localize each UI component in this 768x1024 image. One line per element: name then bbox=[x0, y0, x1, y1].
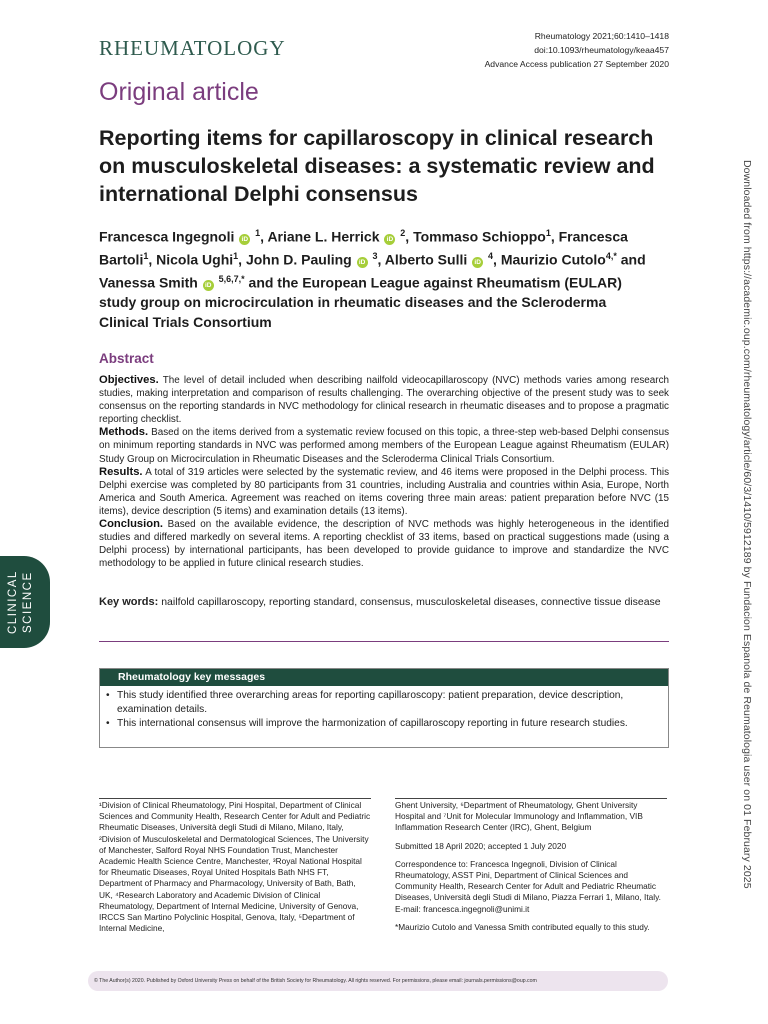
author-affiliation-sup: 4 bbox=[488, 251, 494, 262]
key-messages-box bbox=[99, 668, 669, 748]
orcid-icon[interactable]: iD bbox=[239, 234, 250, 245]
author-affiliation-sup: 1 bbox=[545, 228, 551, 238]
abstract-conclusion: Conclusion. Based on the available evidence, the description of NVC methods was highly heterogeneous in the identified studies and differed markedly on several items. A reporting checklist of 33 items, based on practical suggestions made (using a Delphi process) by international participants, has been developed to provide guidance to improve and standardize the NVC methodology to be applied in future clinical research studies. bbox=[99, 518, 669, 570]
key-messages-heading: Rheumatology key messages bbox=[100, 669, 668, 686]
orcid-icon[interactable]: iD bbox=[357, 257, 368, 268]
section-divider bbox=[99, 641, 669, 642]
author-affiliation-sup: 1 bbox=[143, 251, 149, 262]
orcid-icon[interactable]: iD bbox=[384, 234, 395, 245]
correspondence: Correspondence to: Francesca Ingegnoli, Division of Clinical Rheumatology, ASST Pini, Department of Clinical Sciences and Community Health, Research Center for Adult and Pediatric Rheumatic Diseases, Università degli Studi di Milano, Piazza Ferrari 1, Milano, Italy. E-mail: francesca.ingegnoli@unimi.it bbox=[395, 858, 661, 914]
author-name: John D. Pauling bbox=[245, 251, 352, 268]
download-watermark: Downloaded from https://academic.oup.com/rheumatology/article/60/3/1410/5912189 by Fundacion Espanola de Reumatologia user on 01 February 2025 bbox=[741, 160, 753, 889]
abstract-body bbox=[99, 374, 669, 570]
affiliations-rule-right bbox=[395, 798, 667, 799]
tab-line-science: SCIENCE bbox=[22, 571, 34, 633]
citation-line: Rheumatology 2021;60:1410–1418 bbox=[534, 31, 669, 41]
affiliations-right bbox=[395, 800, 667, 940]
author-name: Tommaso Schioppo bbox=[413, 228, 546, 245]
orcid-icon[interactable]: iD bbox=[472, 257, 483, 268]
journal-name: RHEUMATOLOGY bbox=[99, 36, 286, 60]
publication-date-line: Advance Access publication 27 September 2020 bbox=[484, 59, 669, 69]
author-name: Vanessa Smith bbox=[99, 274, 198, 291]
citation-info bbox=[485, 29, 669, 71]
article-type: Original article bbox=[99, 78, 259, 106]
author-affiliation-sup: 2 bbox=[400, 228, 406, 238]
key-message-item: • This international consensus will improve the harmonization of capillaroscopy reporting in future research studies. bbox=[106, 717, 662, 731]
author-name: Francesca Bartoli bbox=[99, 228, 628, 268]
keywords-label: Key words: bbox=[99, 596, 159, 608]
article-title: Reporting items for capillaroscopy in clinical research on musculoskeletal diseases: a systematic review and international Delphi consensus bbox=[99, 126, 655, 206]
abstract-objectives: Objectives. The level of detail included when describing nailfold videocapillaroscopy (NVC) methods varies among research studies, making interpretation and comparison of results challenging. The overarching objective of the present study was to seek consensus on the reporting standards in NVC methodology for clinical research in rheumatic diseases and to propose a pragmatic reporting checklist. bbox=[99, 374, 669, 426]
author-affiliation-sup: 1 bbox=[233, 251, 239, 262]
key-messages-list bbox=[106, 689, 662, 731]
keywords-text: nailfold capillaroscopy, reporting standard, consensus, musculoskeletal diseases, connective tissue disease bbox=[161, 596, 661, 608]
author-affiliation-sup: 1 bbox=[255, 228, 261, 238]
author-name: Nicola Ughi bbox=[156, 251, 234, 268]
copyright-footer: © The Author(s) 2020. Published by Oxford University Press on behalf of the British Society for Rheumatology. All rights reserved. For permissions, please email: journals.permissions@oup.com bbox=[88, 971, 668, 991]
author-affiliation-sup: 3 bbox=[372, 251, 378, 262]
orcid-icon[interactable]: iD bbox=[203, 280, 214, 291]
tab-line-clinical: CLINICAL bbox=[7, 570, 19, 634]
author-name: Ariane L. Herrick bbox=[267, 228, 380, 245]
author-affiliation-sup: 4,* bbox=[605, 251, 617, 262]
author-name: Alberto Sulli bbox=[384, 251, 468, 268]
author-affiliation-sup: 5,6,7,* bbox=[218, 274, 245, 285]
clinical-science-tab bbox=[0, 556, 50, 648]
author-name: Francesca Ingegnoli bbox=[99, 228, 235, 245]
author-group: and the European League against Rheumatism (EULAR) study group on microcirculation in rheumatic diseases and the Scleroderma Clinical Trials Consortium bbox=[99, 274, 622, 330]
abstract-methods: Methods. Based on the items derived from a systematic review focused on this topic, a three-step web-based Delphi consensus on minimum reporting standards in NVC was performed among members of the European League against Rheumatism (EULAR) Study Group on Microcirculation in Rheumatic Diseases and the Scleroderma Clinical Trials Consortium. bbox=[99, 426, 670, 465]
affiliations-continuation: Ghent University, ⁶Department of Rheumatology, Ghent University Hospital and ⁷Unit for Molecular Immunology and Inflammation, VIB Inflammation Research Center (IRC), Ghent, Belgium bbox=[395, 800, 643, 833]
submission-dates: Submitted 18 April 2020; accepted 1 July 2020 bbox=[395, 840, 567, 851]
doi-line[interactable]: doi:10.1093/rheumatology/keaa457 bbox=[534, 45, 669, 55]
affiliations-left: ¹Division of Clinical Rheumatology, Pini Hospital, Department of Clinical Sciences and Community Health, Research Center for Adult and Pediatric Rheumatic Diseases, Università degli Studi di Milano, Milano, Italy, ²Division of Musculoskeletal and Dermatological Sciences, The University of Manchester, Salford Royal NHS Foundation Trust, Manchester Academic Health Science Centre, Manchester, ³Royal National Hospital for Rheumatic Diseases, Royal United Hospitals Bath NHS FT, Department of Pharmacy and Pharmacology, University of Bath, Bath, UK, ⁴Research Laboratory and Academic Division of Clinical Rheumatology, Department of Internal Medicine, University of Genova, IRCCS San Martino Polyclinic Hospital, Genova, Italy, ⁵Department of Internal Medicine, bbox=[99, 800, 371, 934]
abstract-heading: Abstract bbox=[99, 351, 154, 366]
equal-contribution-note: *Maurizio Cutolo and Vanessa Smith contributed equally to this study. bbox=[395, 921, 650, 932]
author-list: Francesca Ingegnoli iD $^1$, Ariane L. Herrick iD $^2$, Tommaso Schioppo$^1$, Francesca Bartoli$^1$, Nicola Ughi$^1$, John D. Pauling iD $^3$, Alberto Sulli iD $^4$, Maurizio Cutolo$^{4,*}$ and Vanessa Smith iD $^{5,6,7,*}$ and the European League against Rheumatism (EULAR) study group on microcirculation in rheumatic diseases and the Scleroderma Clinical Trials Consortium bbox=[99, 228, 646, 330]
keywords bbox=[99, 595, 669, 609]
author-name: Maurizio Cutolo bbox=[500, 251, 606, 268]
abstract-results: Results. A total of 319 articles were selected by the systematic review, and 46 items were proposed in the Delphi process. This Delphi exercise was completed by 80 participants from 31 countries, including Australia and countries within Asia, Europe, North America and South America. Agreement was reached on items covering three main areas: patient preparation before NVC (15 items), device description (5 items) and examination details (13 items). bbox=[99, 465, 670, 517]
affiliations-rule-left bbox=[99, 798, 371, 799]
key-message-item: • This study identified three overarching areas for reporting capillaroscopy: patient preparation, device description, examination details. bbox=[106, 689, 662, 717]
